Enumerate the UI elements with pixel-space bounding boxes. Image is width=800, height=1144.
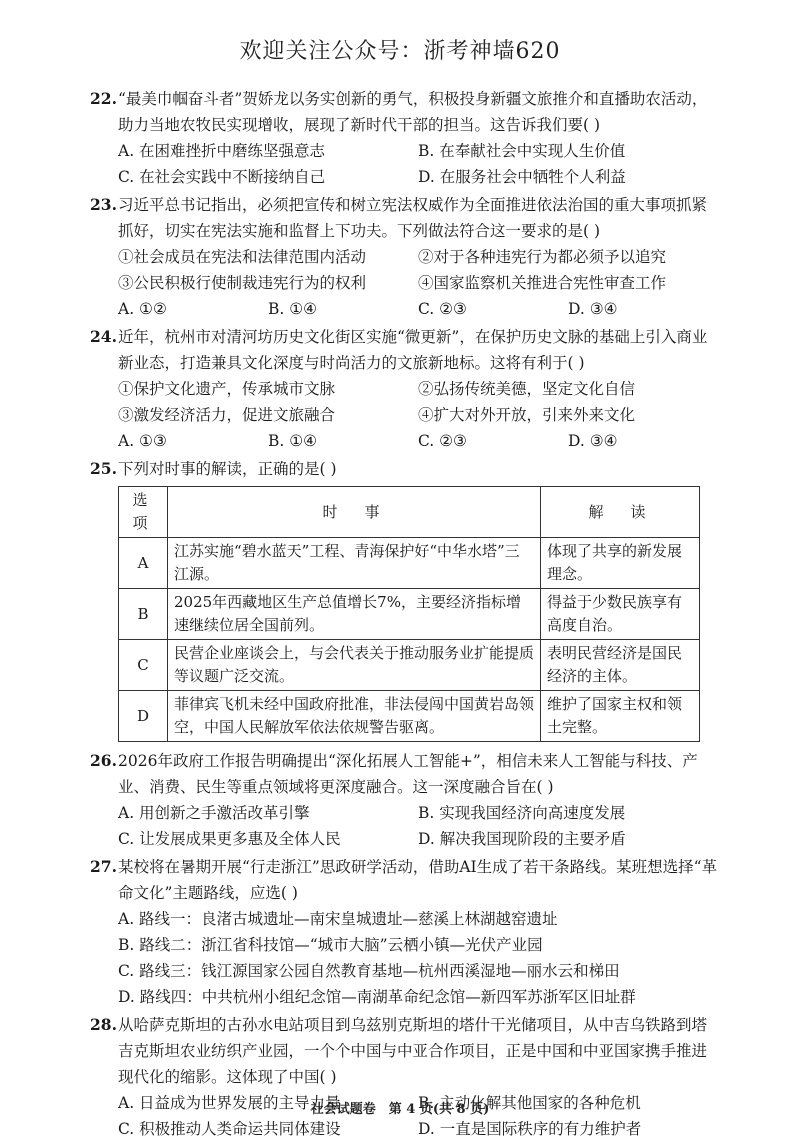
question-list <box>90 86 720 1144</box>
question-stem: 习近平总书记指出，必须把宣传和树立宪法权威作为全面推进依法治国的重大事项抓紧抓好，切实在宪法实施和监督上下功夫。下列做法符合这一要求的是( ) <box>118 196 708 240</box>
statement-2: ②对于各种违宪行为都必须予以追究 <box>418 248 667 266</box>
question-stem: 近年，杭州市对清河坊历史文化街区实施“微更新”，在保护历史文脉的基础上引入商业新业态，打造兼具文化深度与时尚活力的文旅新地标。这将有利于( ) <box>118 328 708 372</box>
question-27 <box>90 854 720 1010</box>
question-stem: 2026年政府工作报告明确提出“深化拓展人工智能+”，相信未来人工智能与科技、产业、消费、民生等重点领域将更深度融合。这一深度融合旨在( ) <box>118 752 698 796</box>
row-option: A <box>119 538 168 589</box>
question-24 <box>90 324 720 454</box>
option-a: A. 路线一：良渚古城遗址—南宋皇城遗址—慈溪上林湖越窑遗址 <box>118 910 558 928</box>
row-option: B <box>119 589 168 640</box>
row-option: C <box>119 640 168 691</box>
table-row <box>119 589 700 640</box>
option-b: B. 路线二：浙江省科技馆—“城市大脑”云栖小镇—光伏产业园 <box>118 936 543 954</box>
row-event: 民营企业座谈会上，与会代表关于推动服务业扩能提质等议题广泛交流。 <box>168 640 541 691</box>
question-22 <box>90 86 720 190</box>
option-c: C. 路线三：钱江源国家公园自然教育基地—杭州西溪湿地—丽水云和梯田 <box>118 962 620 980</box>
option-b: B. 实现我国经济向高速度发展 <box>418 804 626 822</box>
option-c: C. 让发展成果更多惠及全体人民 <box>118 830 341 848</box>
row-event: 江苏实施“碧水蓝天”工程、青海保护好“中华水塔”三江源。 <box>168 538 541 589</box>
option-b: B. 主动化解其他国家的各种危机 <box>418 1094 641 1112</box>
statement-4: ④国家监察机关推进合宪性审查工作 <box>418 274 667 292</box>
option-a: A. 用创新之手激活改革引擎 <box>118 804 310 822</box>
row-interpretation: 体现了共享的新发展理念。 <box>541 538 700 589</box>
choice-c: C. ②③ <box>418 300 467 318</box>
table-row <box>119 640 700 691</box>
statement-1: ①保护文化遗产，传承城市文脉 <box>118 380 336 398</box>
statement-4: ④扩大对外开放，引来外来文化 <box>418 406 636 424</box>
current-affairs-table <box>118 486 700 742</box>
row-option: D <box>119 691 168 742</box>
option-c: C. 积极推动人类命运共同体建设 <box>118 1120 341 1138</box>
statement-1: ①社会成员在宪法和法律范围内活动 <box>118 248 367 266</box>
row-interpretation: 得益于少数民族享有高度自治。 <box>541 589 700 640</box>
choice-b: B. ①④ <box>268 432 318 450</box>
question-23 <box>90 192 720 322</box>
question-number: 23. <box>90 195 117 214</box>
table-row <box>119 538 700 589</box>
page-header-watermark: 欢迎关注公众号：浙考神墙620 <box>239 39 561 64</box>
option-d: D. 路线四：中共杭州小组纪念馆—南湖革命纪念馆—新四军苏浙军区旧址群 <box>118 988 636 1006</box>
statement-3: ③激发经济活力，促进文旅融合 <box>118 406 336 424</box>
option-d: D. 解决我国现阶段的主要矛盾 <box>418 830 626 848</box>
question-number: 22. <box>90 89 117 108</box>
row-interpretation: 表明民营经济是国民经济的主体。 <box>541 640 700 691</box>
option-b: B. 在奉献社会中实现人生价值 <box>418 142 626 160</box>
table-header-interpretation: 解 读 <box>541 487 700 538</box>
option-c: C. 在社会实践中不断接纳自己 <box>118 168 326 186</box>
question-stem: “最美巾帼奋斗者”贺娇龙以务实创新的勇气，积极投身新疆文旅推介和直播助农活动，助力当地农牧民实现增收，展现了新时代干部的担当。这告诉我们要( ) <box>118 90 708 134</box>
row-event: 菲律宾飞机未经中国政府批准，非法侵闯中国黄岩岛领空，中国人民解放军依法依规警告驱离。 <box>168 691 541 742</box>
option-a: A. 在困难挫折中磨练坚强意志 <box>118 142 326 160</box>
question-stem: 从哈萨克斯坦的古孙水电站项目到乌兹别克斯坦的塔什干光储项目，从中吉乌铁路到塔吉克斯坦农业纺织产业园，一个个中国与中亚合作项目，正是中国和中亚国家携手推进现代化的缩影。这体现了中国( ) <box>118 1016 708 1086</box>
choice-b: B. ①④ <box>268 300 318 318</box>
question-number: 24. <box>90 327 117 346</box>
question-28 <box>90 1012 720 1142</box>
table-header-event: 时 事 <box>168 487 541 538</box>
question-stem: 下列对时事的解读，正确的是( ) <box>118 460 337 478</box>
question-number: 27. <box>90 857 117 876</box>
row-event: 2025年西藏地区生产总值增长7%，主要经济指标增速继续位居全国前列。 <box>168 589 541 640</box>
table-row <box>119 691 700 742</box>
statement-3: ③公民积极行使制裁违宪行为的权利 <box>118 274 367 292</box>
option-a: A. 日益成为世界发展的主导力量 <box>118 1094 341 1112</box>
question-number: 28. <box>90 1015 117 1034</box>
question-number: 26. <box>90 751 117 770</box>
option-d: D. 在服务社会中牺牲个人利益 <box>418 168 626 186</box>
row-interpretation: 维护了国家主权和领土完整。 <box>541 691 700 742</box>
choice-d: D. ③④ <box>568 300 618 318</box>
statement-2: ②弘扬传统美德，坚定文化自信 <box>418 380 636 398</box>
choice-a: A. ①③ <box>118 432 167 450</box>
page-footer: 社会试题卷 第 4 页(共 8 页) <box>310 1102 490 1117</box>
option-d: D. 一直是国际秩序的有力维护者 <box>418 1120 642 1138</box>
question-stem: 某校将在暑期开展“行走浙江”思政研学活动，借助AI生成了若干条路线。某班想选择“革命文化”主题路线，应选( ) <box>118 858 718 902</box>
choice-c: C. ②③ <box>418 432 467 450</box>
table-header-option: 选项 <box>119 487 168 538</box>
question-26 <box>90 748 720 852</box>
question-25 <box>90 456 720 742</box>
choice-a: A. ①② <box>118 300 167 318</box>
choice-d: D. ③④ <box>568 432 618 450</box>
question-number: 25. <box>90 459 117 478</box>
